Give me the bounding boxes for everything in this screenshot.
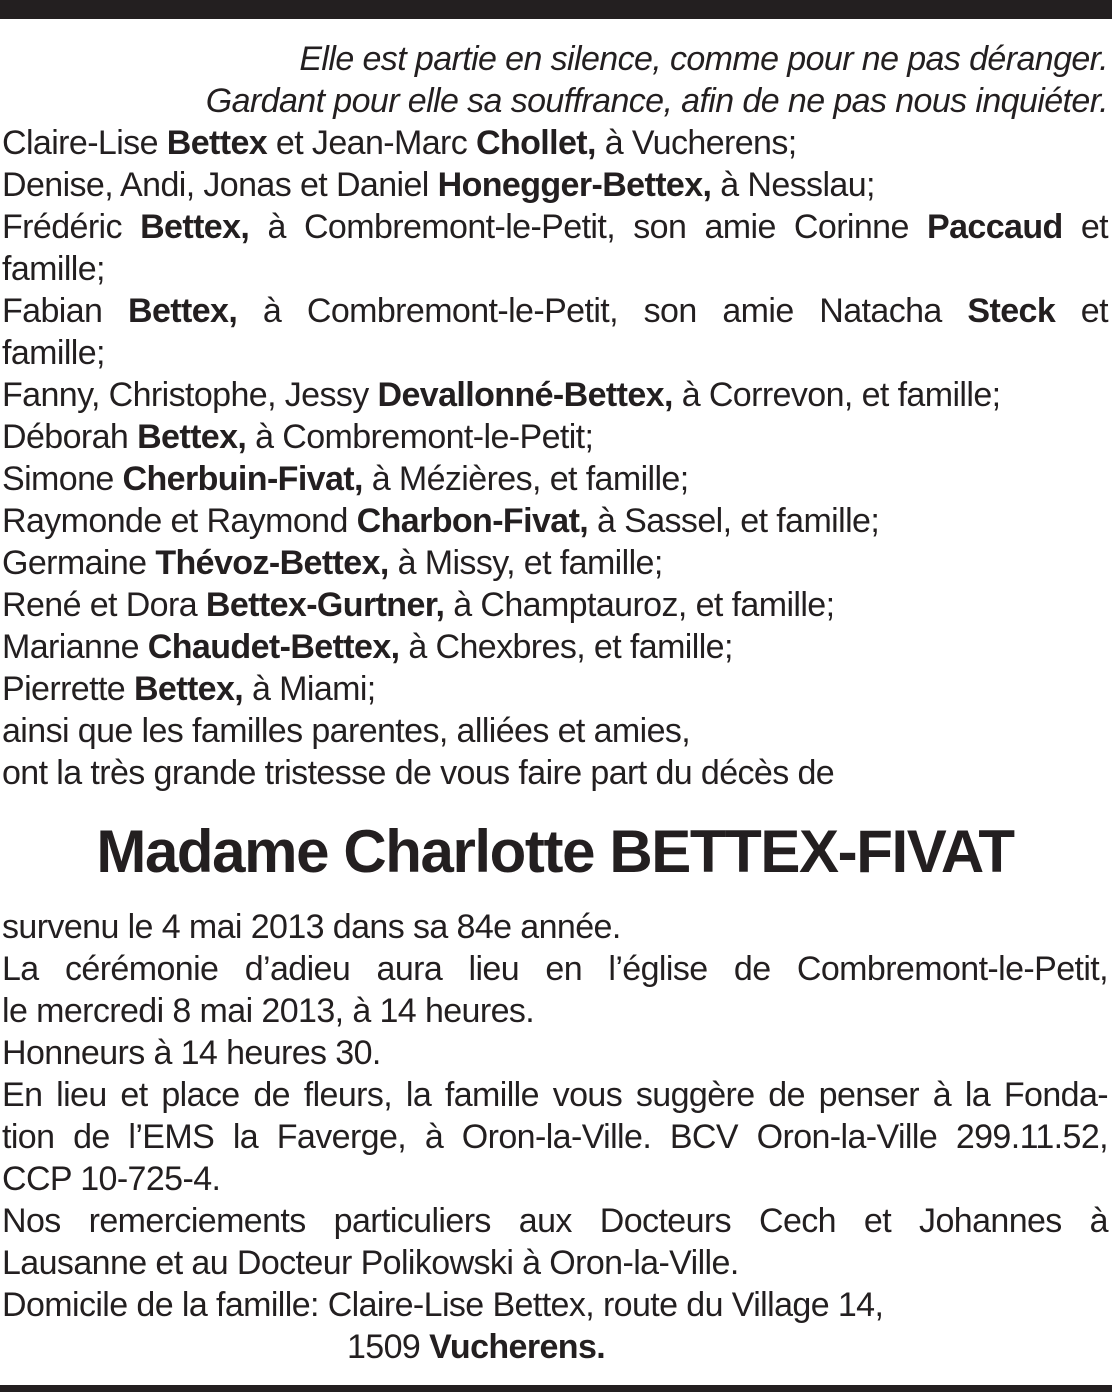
family-list <box>2 122 1108 794</box>
flowers-line-3: CCP 10-725-4. <box>2 1160 221 1198</box>
flowers-line-2: tion de l’EMS la Faverge, à Oron-la-Ville. BCV Oron-la-Ville 299.11.52, <box>2 1118 1108 1156</box>
family-line: Frédéric Bettex, à Combremont-le-Petit, son amie Corinne Paccaud et <box>2 208 1108 246</box>
thanks-line-1: Nos remerciements particuliers aux Docteurs Cech et Johannes à <box>2 1202 1108 1240</box>
family-line: Denise, Andi, Jonas et Daniel Honegger-Bettex, à Nesslau; <box>2 166 875 204</box>
ceremony-details <box>2 906 1108 1368</box>
top-rule <box>0 0 1112 19</box>
deceased-name: Madame Charlotte BETTEX-FIVAT <box>96 818 1014 885</box>
family-line: Simone Cherbuin-Fivat, à Mézières, et famille; <box>2 460 689 498</box>
address-line-2: 1509 Vucherens. <box>347 1328 606 1366</box>
closing-line-2: ont la très grande tristesse de vous faire part du décès de <box>2 754 835 792</box>
bottom-rule <box>0 1385 1112 1392</box>
family-line: Raymonde et Raymond Charbon-Fivat, à Sassel, et famille; <box>2 502 880 540</box>
death-date: survenu le 4 mai 2013 dans sa 84e année. <box>2 908 621 946</box>
flowers-line-1: En lieu et place de fleurs, la famille vous suggère de penser à la Fonda- <box>2 1076 1108 1114</box>
thanks-line-2: Lausanne et au Docteur Polikowski à Oron-la-Ville. <box>2 1244 739 1282</box>
family-line: Marianne Chaudet-Bettex, à Chexbres, et famille; <box>2 628 733 666</box>
family-line-continued: famille; <box>2 250 105 288</box>
family-line: Déborah Bettex, à Combremont-le-Petit; <box>2 418 594 456</box>
family-line-continued: famille; <box>2 334 105 372</box>
ceremony-line-1: La cérémonie d’adieu aura lieu en l’église de Combremont-le-Petit, <box>2 950 1108 988</box>
obituary-notice <box>2 38 1108 1368</box>
ceremony-line-2: le mercredi 8 mai 2013, à 14 heures. <box>2 992 535 1030</box>
quote-line-1: Elle est partie en silence, comme pour ne pas déranger. <box>299 40 1108 78</box>
quote-line-2: Gardant pour elle sa souffrance, afin de ne pas nous inquiéter. <box>205 82 1108 120</box>
family-line: Claire-Lise Bettex et Jean-Marc Chollet, à Vucherens; <box>2 124 797 162</box>
family-line: Fabian Bettex, à Combremont-le-Petit, son amie Natacha Steck et <box>2 292 1108 330</box>
address-line-1: Domicile de la famille: Claire-Lise Bettex, route du Village 14, <box>2 1286 884 1324</box>
family-line: Fanny, Christophe, Jessy Devallonné-Bettex, à Correvon, et famille; <box>2 376 1001 414</box>
closing-line-1: ainsi que les familles parentes, alliées et amies, <box>2 712 691 750</box>
family-line: René et Dora Bettex-Gurtner, à Champtauroz, et famille; <box>2 586 835 624</box>
family-line: Pierrette Bettex, à Miami; <box>2 670 376 708</box>
family-line: Germaine Thévoz-Bettex, à Missy, et famille; <box>2 544 663 582</box>
honors-line: Honneurs à 14 heures 30. <box>2 1034 381 1072</box>
